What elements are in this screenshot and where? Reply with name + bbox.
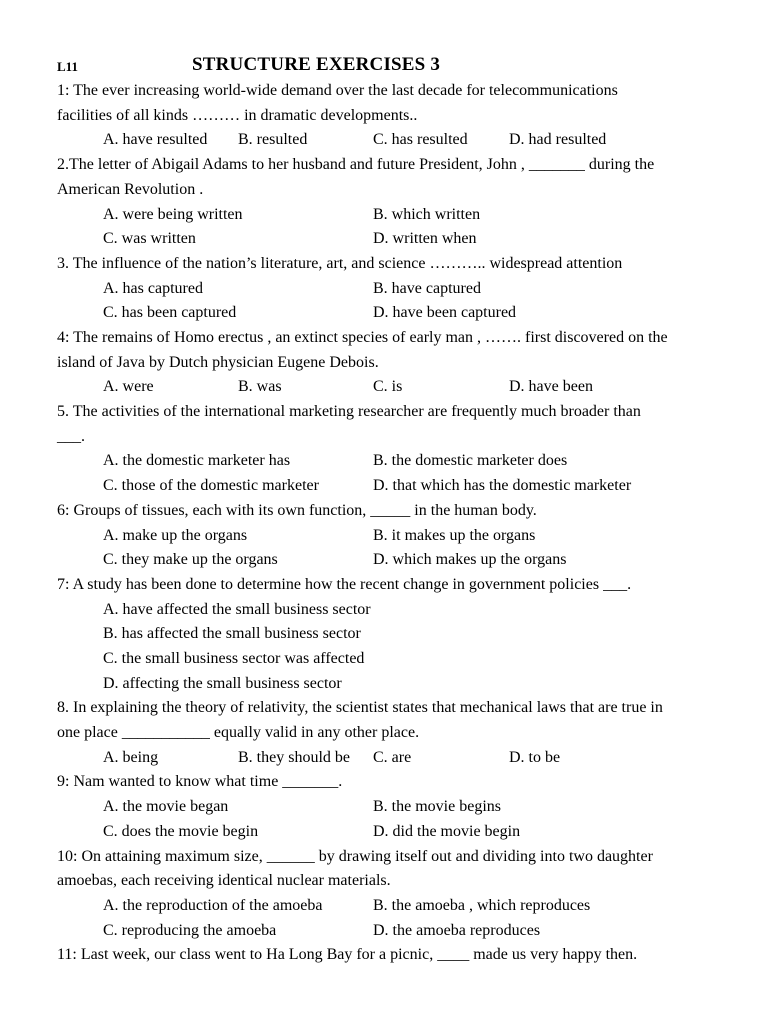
option-a: A. being — [103, 748, 159, 766]
option-d: D. have been captured — [373, 304, 517, 322]
option-row — [57, 672, 747, 697]
option-b: B. it makes up the organs — [373, 526, 536, 544]
option-row — [57, 820, 747, 845]
question-text: one place ___________ equally valid in any other place. — [57, 724, 420, 742]
option-d: D. had resulted — [509, 131, 607, 149]
option-c: C. the small business sector was affected — [103, 649, 365, 667]
option-row — [57, 524, 747, 549]
option-row — [57, 548, 747, 573]
option-a: A. the domestic marketer has — [103, 452, 291, 470]
question-text: 9: Nam wanted to know what time _______. — [57, 773, 343, 791]
option-d: D. have been — [509, 378, 593, 396]
question-text: island of Java by Dutch physician Eugene Debois. — [57, 353, 379, 371]
option-b: B. they should be — [238, 748, 350, 766]
option-b: B. which written — [373, 205, 481, 223]
question-text: 2.The letter of Abigail Adams to her husband and future President, John , _______ during the — [57, 156, 655, 174]
option-a: A. the movie began — [103, 798, 229, 816]
question-text: American Revolution . — [57, 180, 204, 198]
option-b: B. the domestic marketer does — [373, 452, 568, 470]
option-a: A. has captured — [103, 279, 203, 297]
question-text: 1: The ever increasing world-wide demand over the last decade for telecommunications — [57, 82, 618, 99]
option-a: A. were being written — [103, 205, 243, 223]
question-text: amoebas, each receiving identical nuclear materials. — [57, 872, 391, 890]
question-text: 7: A study has been done to determine how the recent change in government policies ___. — [57, 575, 632, 593]
option-c: C. reproducing the amoeba — [103, 921, 277, 939]
option-row — [57, 746, 747, 771]
option-b: B. has affected the small business sector — [103, 625, 361, 643]
option-row — [57, 449, 747, 474]
option-b: B. have captured — [373, 279, 481, 297]
option-row — [57, 622, 747, 647]
option-c: C. they make up the organs — [103, 551, 278, 569]
option-d: D. affecting the small business sector — [103, 674, 342, 692]
question-text: 8. In explaining the theory of relativity, the scientist states that mechanical laws that are true in — [57, 699, 663, 717]
option-row — [57, 301, 747, 326]
question-text: 5. The activities of the international marketing researcher are frequently much broader than — [57, 403, 641, 421]
question-text: 4: The remains of Homo erectus , an extinct species of early man , ……. first discovered on the — [57, 328, 668, 346]
option-d: D. which makes up the organs — [373, 551, 567, 569]
option-row — [57, 375, 747, 400]
option-d: D. written when — [373, 230, 477, 248]
option-d: D. to be — [509, 748, 561, 766]
option-b: B. the movie begins — [373, 798, 501, 816]
option-c: C. does the movie begin — [103, 822, 259, 840]
option-a: A. were — [103, 378, 154, 396]
question-text: ___. — [57, 427, 85, 445]
question-text: 6: Groups of tissues, each with its own function, _____ in the human body. — [57, 501, 537, 519]
question-text: facilities of all kinds ……… in dramatic developments.. — [57, 106, 418, 124]
exercise-list — [57, 79, 747, 968]
question-text: 3. The influence of the nation’s literature, art, and science ……….. widespread attention — [57, 254, 623, 272]
option-row — [57, 598, 747, 623]
option-c: C. was written — [103, 230, 196, 248]
option-c: C. those of the domestic marketer — [103, 477, 319, 495]
option-row — [57, 795, 747, 820]
option-d: D. the amoeba reproduces — [373, 921, 541, 939]
option-c: C. has resulted — [373, 131, 468, 149]
option-a: A. the reproduction of the amoeba — [103, 896, 323, 914]
option-row — [57, 128, 747, 153]
option-a: A. make up the organs — [103, 526, 248, 544]
option-d: D. did the movie begin — [373, 822, 521, 840]
option-a: A. have resulted — [103, 131, 208, 149]
option-b: B. resulted — [238, 131, 308, 149]
option-d: D. that which has the domestic marketer — [373, 477, 632, 495]
option-row — [57, 203, 747, 228]
option-row — [57, 894, 747, 919]
question-text: 11: Last week, our class went to Ha Long Bay for a picnic, ____ made us very happy then. — [57, 946, 638, 964]
option-a: A. have affected the small business sector — [103, 600, 371, 618]
lesson-code: L11 — [57, 59, 78, 74]
option-row — [57, 919, 747, 944]
option-row — [57, 277, 747, 302]
option-c: C. are — [373, 748, 412, 766]
page-title: STRUCTURE EXERCISES 3 — [192, 54, 441, 75]
question-text: 10: On attaining maximum size, ______ by drawing itself out and dividing into two daughter — [57, 847, 653, 865]
document-header — [57, 54, 747, 80]
option-c: C. is — [373, 378, 403, 396]
option-c: C. has been captured — [103, 304, 237, 322]
option-b: B. was — [238, 378, 282, 396]
option-row — [57, 227, 747, 252]
option-row — [57, 474, 747, 499]
option-row — [57, 647, 747, 672]
option-b: B. the amoeba , which reproduces — [373, 896, 591, 914]
